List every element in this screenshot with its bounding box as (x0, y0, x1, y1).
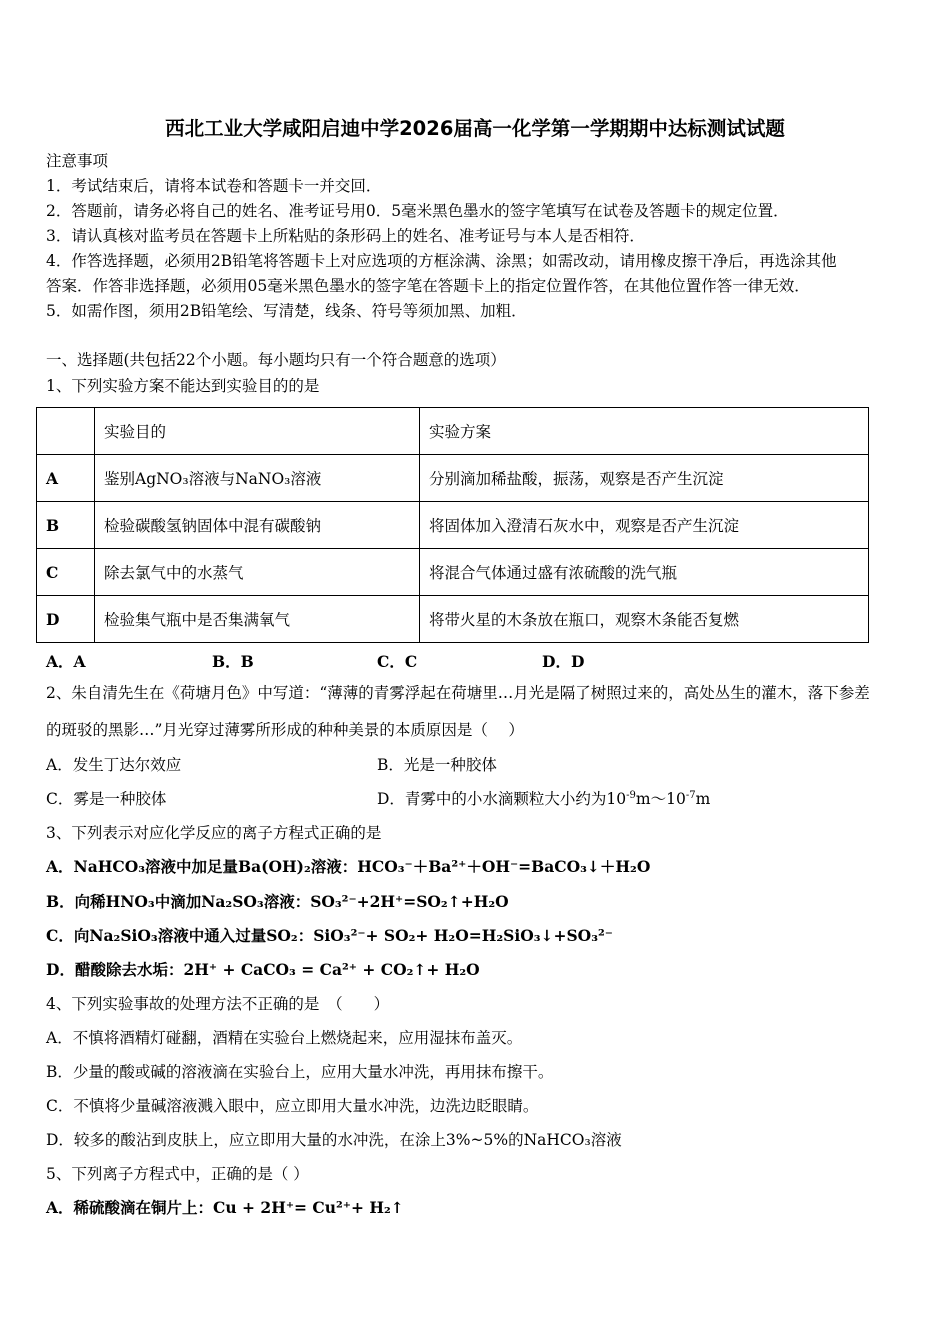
notice-item: 答案．作答非选择题，必须用05毫米黑色墨水的签字笔在答题卡上的指定位置作答，在其他位置作答一律无效． (46, 277, 810, 295)
q2-stem-line2: 的斑驳的黑影…”月光穿过薄雾所形成的种种美景的本质原因是（ ） (46, 721, 524, 739)
q2-option-a[interactable]: A．发生丁达尔效应 (46, 756, 182, 774)
q1-option-c[interactable]: C．C (377, 652, 418, 671)
q2-stem-line1: 2、朱自清先生在《荷塘月色》中写道：“薄薄的青雾浮起在荷塘里…月光是隔了树照过来的，高处丛生的灌木，落下参差 (46, 684, 870, 702)
notice-heading: 注意事项 (46, 152, 109, 170)
notice-item: 1．考试结束后，请将本试卷和答题卡一并交回． (46, 177, 382, 195)
table-header: 实验方案 (420, 408, 869, 455)
exponent: -9 (626, 789, 636, 801)
page-title: 西北工业大学咸阳启迪中学2026届高一化学第一学期期中达标测试试题 (165, 117, 785, 140)
row-label: A (37, 455, 95, 502)
table-header: 实验目的 (95, 408, 420, 455)
q1-option-b[interactable]: B．B (212, 652, 254, 671)
q4-option-c[interactable]: C．不慎将少量碱溶液溅入眼中，应立即用大量水冲洗，边洗边眨眼睛。 (46, 1097, 539, 1115)
q1-option-d[interactable]: D．D (542, 652, 585, 671)
row-goal: 检验碳酸氢钠固体中混有碳酸钠 (95, 502, 420, 549)
q4-option-a[interactable]: A．不慎将酒精灯碰翻，酒精在实验台上燃烧起来，应用湿抹布盖灭。 (46, 1029, 523, 1047)
row-label: B (37, 502, 95, 549)
q2-d-text: m～10 (635, 790, 686, 808)
row-label: C (37, 549, 95, 596)
q2-option-b[interactable]: B．光是一种胶体 (377, 756, 497, 774)
q2-option-d[interactable] (377, 789, 710, 809)
table-row (37, 455, 869, 502)
q4-stem: 4、下列实验事故的处理方法不正确的是 （ ） (46, 995, 390, 1013)
q5-stem: 5、下列离子方程式中，正确的是（ ） (46, 1165, 309, 1183)
notice-item: 5．如需作图，须用2B铅笔绘、写清楚，线条、符号等须加黑、加粗． (46, 302, 527, 320)
row-plan: 将带火星的木条放在瓶口，观察木条能否复燃 (420, 596, 869, 643)
row-goal: 除去氯气中的水蒸气 (95, 549, 420, 596)
row-goal: 鉴别AgNO₃溶液与NaNO₃溶液 (95, 455, 420, 502)
notice-item: 4．作答选择题，必须用2B铅笔将答题卡上对应选项的方框涂满、涂黑；如需改动，请用橡皮擦干净后，再选涂其他 (46, 252, 837, 270)
table-row (37, 408, 869, 455)
q2-option-c[interactable]: C．雾是一种胶体 (46, 790, 167, 808)
q4-option-b[interactable]: B．少量的酸或碱的溶液滴在实验台上，应用大量水冲洗，再用抹布擦干。 (46, 1063, 554, 1081)
table-row (37, 502, 869, 549)
table-cell (37, 408, 95, 455)
row-plan: 将混合气体通过盛有浓硫酸的洗气瓶 (420, 549, 869, 596)
q1-stem: 1、下列实验方案不能达到实验目的的是 (46, 377, 320, 395)
notice-item: 2．答题前，请务必将自己的姓名、准考证号用0．5毫米黑色墨水的签字笔填写在试卷及答题卡的规定位置． (46, 202, 789, 220)
q3-option-b[interactable]: B．向稀HNO₃中滴加Na₂SO₃溶液：SO₃²⁻+2H⁺=SO₂↑+H₂O (46, 892, 509, 911)
q3-option-c[interactable]: C．向Na₂SiO₃溶液中通入过量SO₂：SiO₃²⁻+ SO₂+ H₂O=H₂SiO₃↓+SO₃²⁻ (46, 926, 613, 945)
q1-table (36, 407, 869, 643)
q3-stem: 3、下列表示对应化学反应的离子方程式正确的是 (46, 824, 382, 842)
q2-d-text: D．青雾中的小水滴颗粒大小约为10 (377, 790, 627, 808)
table-row (37, 596, 869, 643)
notice-item: 3．请认真核对监考员在答题卡上所粘贴的条形码上的姓名、准考证号与本人是否相符． (46, 227, 645, 245)
q2-d-text: m (695, 790, 711, 808)
q3-option-d[interactable]: D．醋酸除去水垢：2H⁺ + CaCO₃ = Ca²⁺ + CO₂↑+ H₂O (46, 960, 480, 979)
q1-option-a[interactable]: A．A (46, 652, 86, 671)
row-plan: 分别滴加稀盐酸，振荡，观察是否产生沉淀 (420, 455, 869, 502)
q4-option-d[interactable]: D．较多的酸沾到皮肤上，应立即用大量的水冲洗，在涂上3%~5%的NaHCO₃溶液 (46, 1131, 622, 1149)
q5-option-a[interactable]: A．稀硫酸滴在铜片上：Cu + 2H⁺= Cu²⁺+ H₂↑ (46, 1198, 404, 1217)
q3-option-a[interactable]: A．NaHCO₃溶液中加足量Ba(OH)₂溶液：HCO₃⁻＋Ba²⁺＋OH⁻=BaCO₃↓＋H₂O (46, 857, 651, 876)
row-goal: 检验集气瓶中是否集满氧气 (95, 596, 420, 643)
exponent: -7 (685, 789, 696, 801)
table-row (37, 549, 869, 596)
row-label: D (37, 596, 95, 643)
section-heading: 一、选择题(共包括22个小题。每小题均只有一个符合题意的选项） (46, 351, 506, 369)
row-plan: 将固体加入澄清石灰水中，观察是否产生沉淀 (420, 502, 869, 549)
